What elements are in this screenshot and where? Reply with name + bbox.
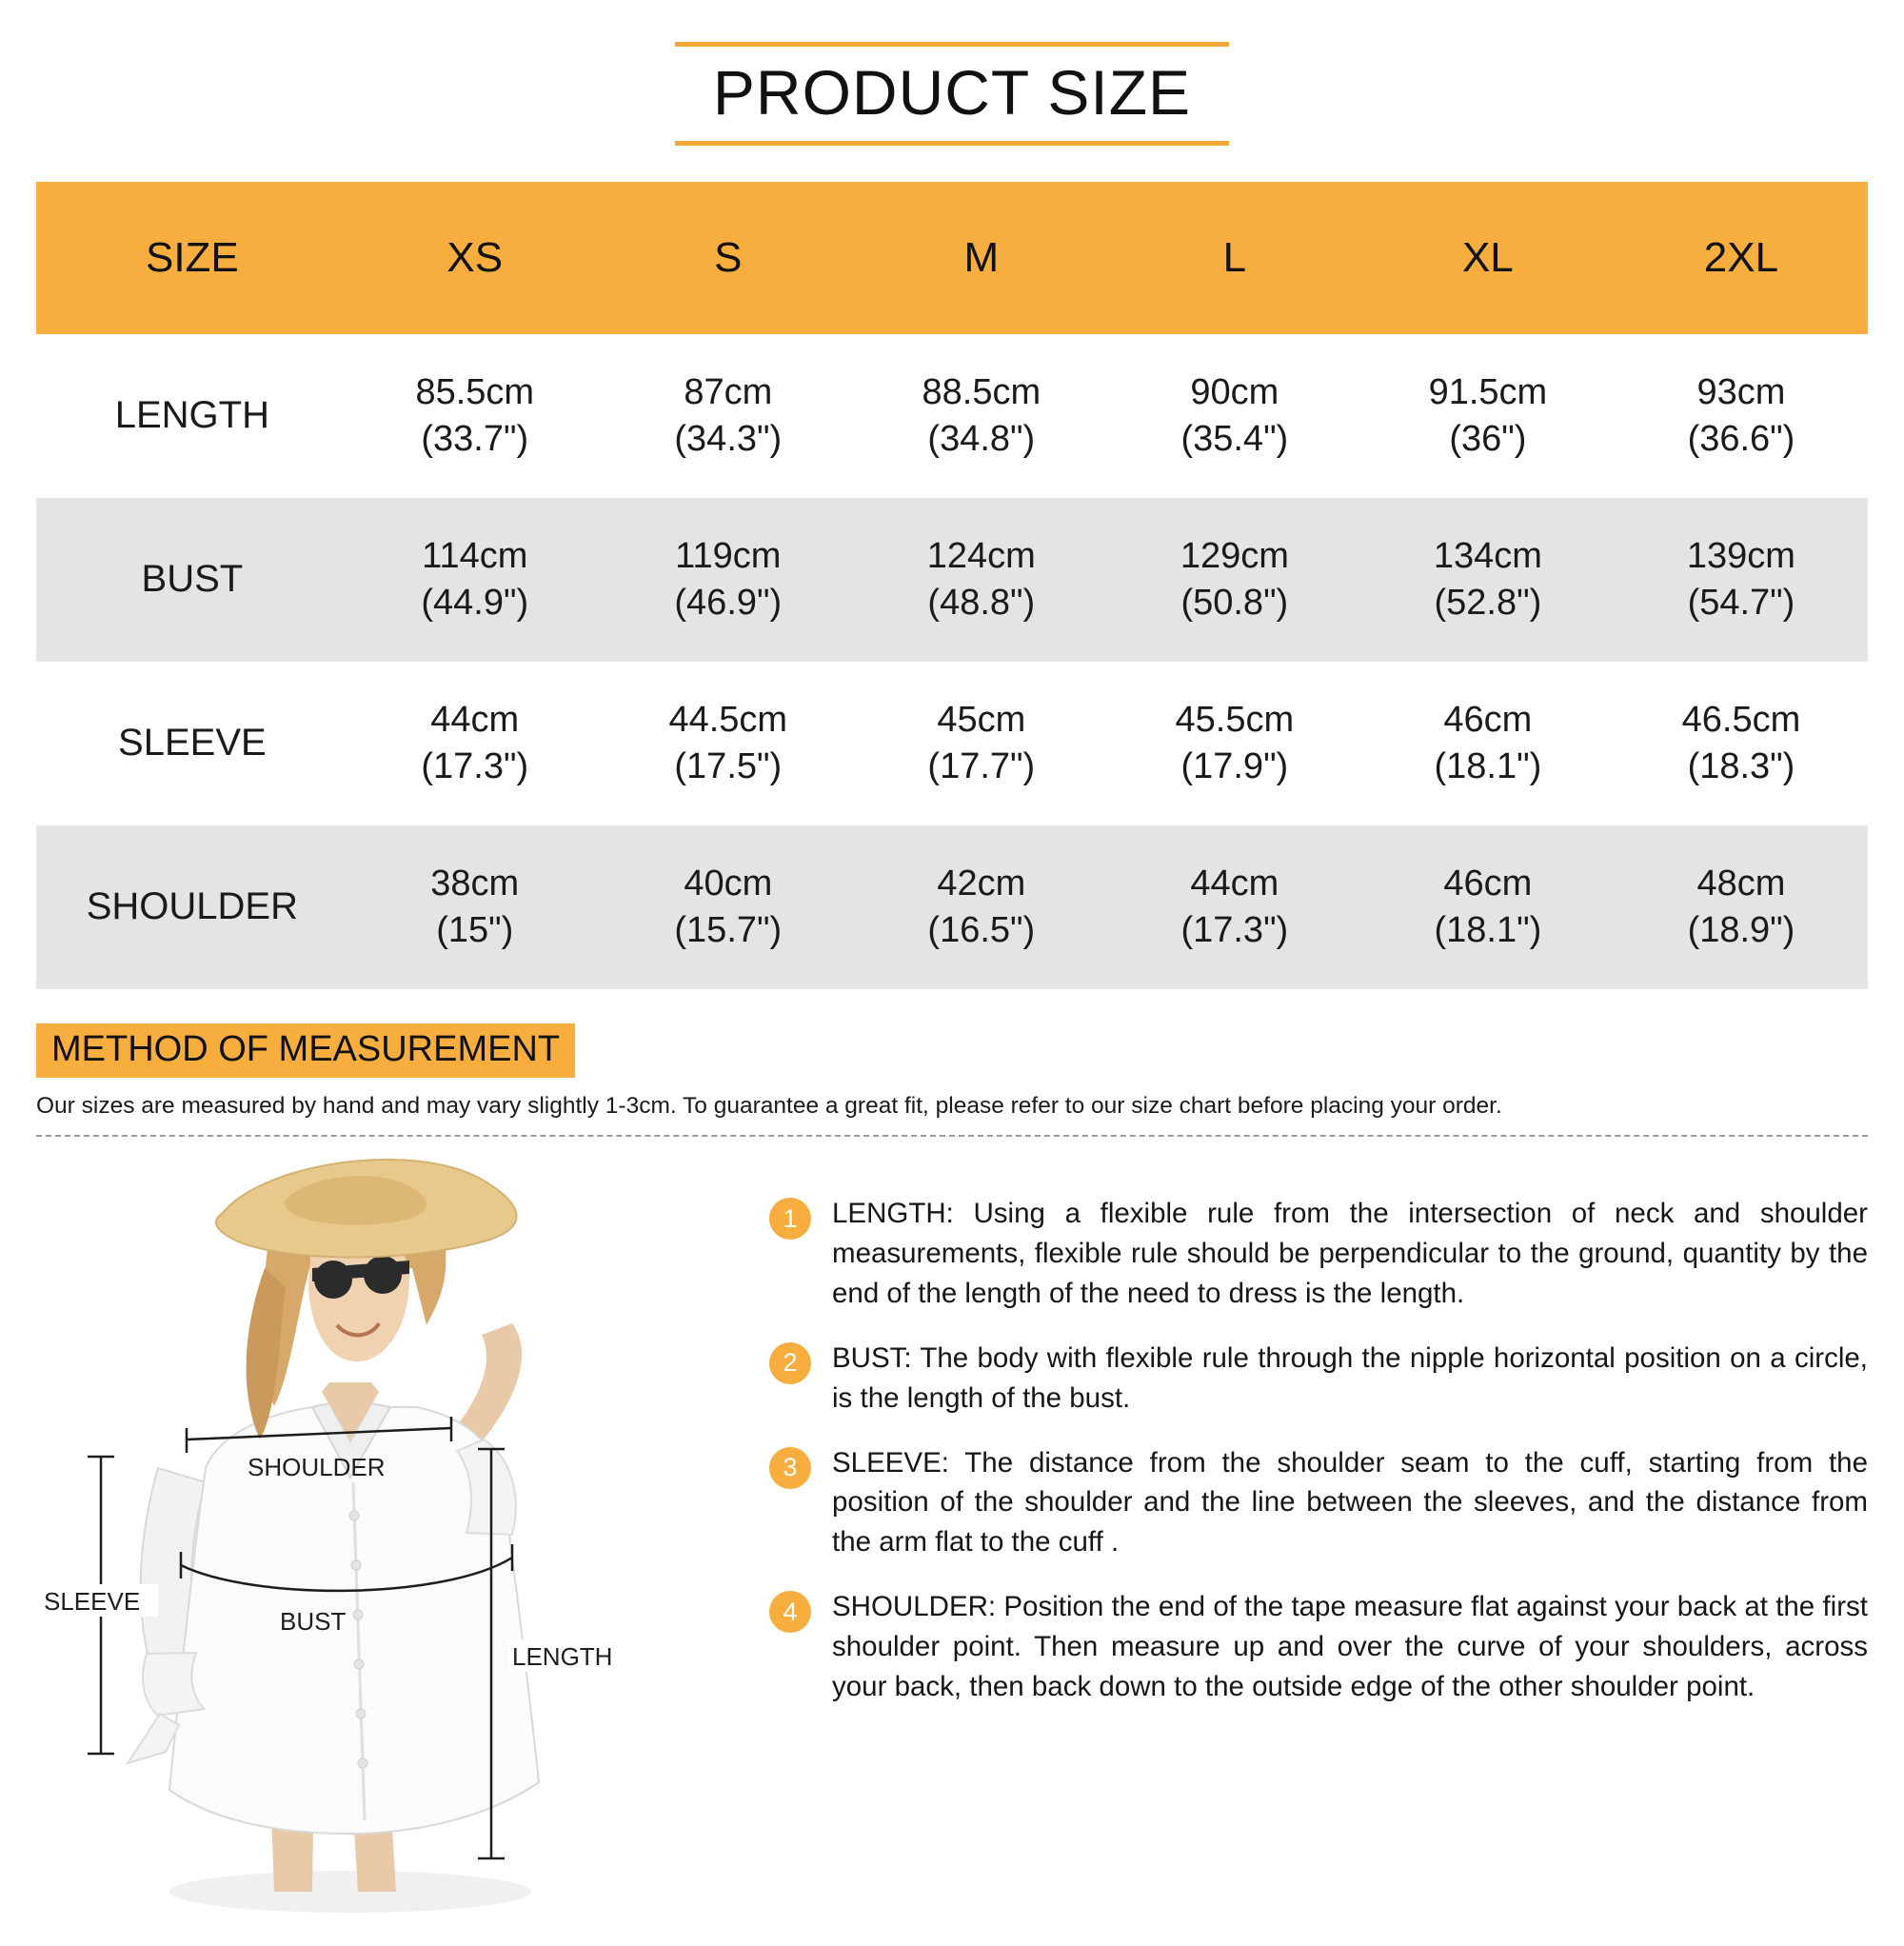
- size-table-head: [36, 182, 1868, 334]
- cell-bust-m: [855, 498, 1108, 662]
- value-cm: 48cm: [1696, 863, 1786, 904]
- value-cm: 124cm: [926, 535, 1036, 576]
- value-inch: (48.8"): [927, 582, 1036, 623]
- cell-length-2xl: [1615, 334, 1868, 498]
- table-row: [36, 825, 1868, 989]
- method-note: Our sizes are measured by hand and may vary slightly 1-3cm. To guarantee a great fit, please refer to our size chart before placing your order.: [36, 1093, 1502, 1120]
- step-number-4: 4: [769, 1591, 811, 1633]
- value-cm: 87cm: [684, 371, 773, 412]
- page-title: PRODUCT SIZE: [675, 42, 1229, 146]
- cell-shoulder-2xl: [1615, 825, 1868, 989]
- size-table-body: [36, 334, 1868, 989]
- model-illustration: [36, 1154, 741, 1916]
- value-cm: 93cm: [1696, 371, 1786, 412]
- value-cm: 46.5cm: [1681, 699, 1801, 740]
- figure-label-sleeve: SLEEVE: [44, 1587, 141, 1617]
- table-row: [36, 334, 1868, 498]
- method-section: [36, 989, 1868, 1138]
- cell-shoulder-s: [602, 825, 855, 989]
- column-header-size: SIZE: [36, 182, 348, 334]
- value-cm: 91.5cm: [1428, 371, 1548, 412]
- cell-shoulder-xs: [348, 825, 602, 989]
- row-header-shoulder: SHOULDER: [36, 825, 348, 989]
- value-inch: (46.9"): [674, 582, 783, 623]
- value-inch: (35.4"): [1180, 418, 1289, 459]
- figure-label-bust: BUST: [280, 1607, 347, 1637]
- step-item-bust: [769, 1339, 1868, 1419]
- value-inch: (34.8"): [927, 418, 1036, 459]
- value-cm: 88.5cm: [922, 371, 1041, 412]
- cell-sleeve-xs: [348, 662, 602, 825]
- size-chart-page: [0, 42, 1904, 1946]
- value-inch: (34.3"): [674, 418, 783, 459]
- column-header-s: S: [602, 182, 855, 334]
- value-inch: (17.5"): [674, 745, 783, 786]
- value-inch: (18.1"): [1434, 909, 1542, 950]
- model-figure: [36, 1154, 741, 1916]
- value-cm: 40cm: [684, 863, 773, 904]
- value-inch: (33.7"): [421, 418, 529, 459]
- cell-bust-xs: [348, 498, 602, 662]
- value-cm: 114cm: [422, 535, 528, 576]
- value-cm: 46cm: [1443, 863, 1533, 904]
- column-header-xs: XS: [348, 182, 602, 334]
- table-row: [36, 662, 1868, 825]
- cell-length-m: [855, 334, 1108, 498]
- column-header-m: M: [855, 182, 1108, 334]
- column-header-2xl: 2XL: [1615, 182, 1868, 334]
- page-title-wrap: [36, 42, 1868, 146]
- value-cm: 129cm: [1180, 535, 1289, 576]
- method-heading: METHOD OF MEASUREMENT: [36, 1023, 575, 1079]
- value-inch: (50.8"): [1180, 582, 1289, 623]
- step-text-sleeve: SLEEVE: The distance from the shoulder seam to the cuff, starting from the position of the shoulder and the line between the sleeves, and the distance from the arm flat to the cuff .: [832, 1446, 1868, 1559]
- cell-sleeve-m: [855, 662, 1108, 825]
- value-cm: 44cm: [430, 699, 520, 740]
- step-number-3: 3: [769, 1447, 811, 1489]
- row-header-sleeve: SLEEVE: [118, 722, 267, 764]
- row-header-length: LENGTH: [114, 394, 269, 436]
- measurement-guide: [36, 1154, 1868, 1916]
- cell-sleeve-2xl: [1615, 662, 1868, 825]
- value-cm: 45cm: [937, 699, 1026, 740]
- cell-bust-s: [602, 498, 855, 662]
- cell-sleeve-l: [1108, 662, 1361, 825]
- value-inch: (18.3"): [1687, 745, 1795, 786]
- value-inch: (54.7"): [1687, 582, 1795, 623]
- cell-length-xs: [348, 334, 602, 498]
- cell-sleeve-s: [602, 662, 855, 825]
- cell-length-xl: [1361, 334, 1615, 498]
- value-cm: 134cm: [1433, 535, 1542, 576]
- cell-bust-xl: [1361, 498, 1615, 662]
- column-header-l: L: [1108, 182, 1361, 334]
- divider: [36, 1135, 1868, 1137]
- column-header-xl: XL: [1361, 182, 1615, 334]
- cell-bust-l: [1108, 498, 1361, 662]
- value-cm: 38cm: [430, 863, 520, 904]
- cell-sleeve-xl: [1361, 662, 1615, 825]
- step-item-length: [769, 1194, 1868, 1314]
- value-cm: 44cm: [1190, 863, 1279, 904]
- value-cm: 46cm: [1443, 699, 1533, 740]
- value-inch: (44.9"): [421, 582, 529, 623]
- value-inch: (17.3"): [1180, 909, 1289, 950]
- value-cm: 139cm: [1686, 535, 1795, 576]
- cell-shoulder-l: [1108, 825, 1361, 989]
- step-number-2: 2: [769, 1342, 811, 1384]
- step-item-sleeve: [769, 1443, 1868, 1563]
- value-inch: (36"): [1449, 418, 1527, 459]
- table-header-row: [36, 182, 1868, 334]
- cell-shoulder-xl: [1361, 825, 1615, 989]
- value-cm: 119cm: [675, 535, 782, 576]
- value-inch: (17.9"): [1180, 745, 1289, 786]
- value-inch: (15.7"): [674, 909, 783, 950]
- value-inch: (18.9"): [1687, 909, 1795, 950]
- cell-shoulder-m: [855, 825, 1108, 989]
- figure-label-length: LENGTH: [512, 1642, 613, 1672]
- step-text-length: LENGTH: Using a flexible rule from the intersection of neck and shoulder measurements, flexible rule should be perpendicular to the ground, quantity by the end of the length of the need to dress is the length.: [832, 1198, 1868, 1309]
- value-inch: (15"): [436, 909, 514, 950]
- value-cm: 85.5cm: [415, 371, 535, 412]
- step-text-shoulder: SHOULDER: Position the end of the tape measure flat against your back at the first shoulder point. Then measure up and over the curve of your shoulders, across your back, then back down to the outside edge of the other shoulder point.: [832, 1591, 1868, 1702]
- cell-length-s: [602, 334, 855, 498]
- value-inch: (18.1"): [1434, 745, 1542, 786]
- figure-label-shoulder: SHOULDER: [248, 1453, 386, 1482]
- cell-length-l: [1108, 334, 1361, 498]
- step-item-shoulder: [769, 1587, 1868, 1707]
- cell-bust-2xl: [1615, 498, 1868, 662]
- value-inch: (17.7"): [927, 745, 1036, 786]
- size-table: [36, 182, 1868, 989]
- value-cm: 90cm: [1190, 371, 1279, 412]
- table-row: [36, 498, 1868, 662]
- value-cm: 42cm: [937, 863, 1026, 904]
- row-header-bust: BUST: [36, 498, 348, 662]
- value-cm: 45.5cm: [1175, 699, 1295, 740]
- value-cm: 44.5cm: [668, 699, 788, 740]
- value-inch: (17.3"): [421, 745, 529, 786]
- steps-list: [741, 1154, 1868, 1916]
- value-inch: (36.6"): [1687, 418, 1795, 459]
- value-inch: (16.5"): [927, 909, 1036, 950]
- value-inch: (52.8"): [1434, 582, 1542, 623]
- step-text-bust: BUST: The body with flexible rule through the nipple horizontal position on a circle, is the length of the bust.: [832, 1341, 1868, 1414]
- step-number-1: 1: [769, 1198, 811, 1240]
